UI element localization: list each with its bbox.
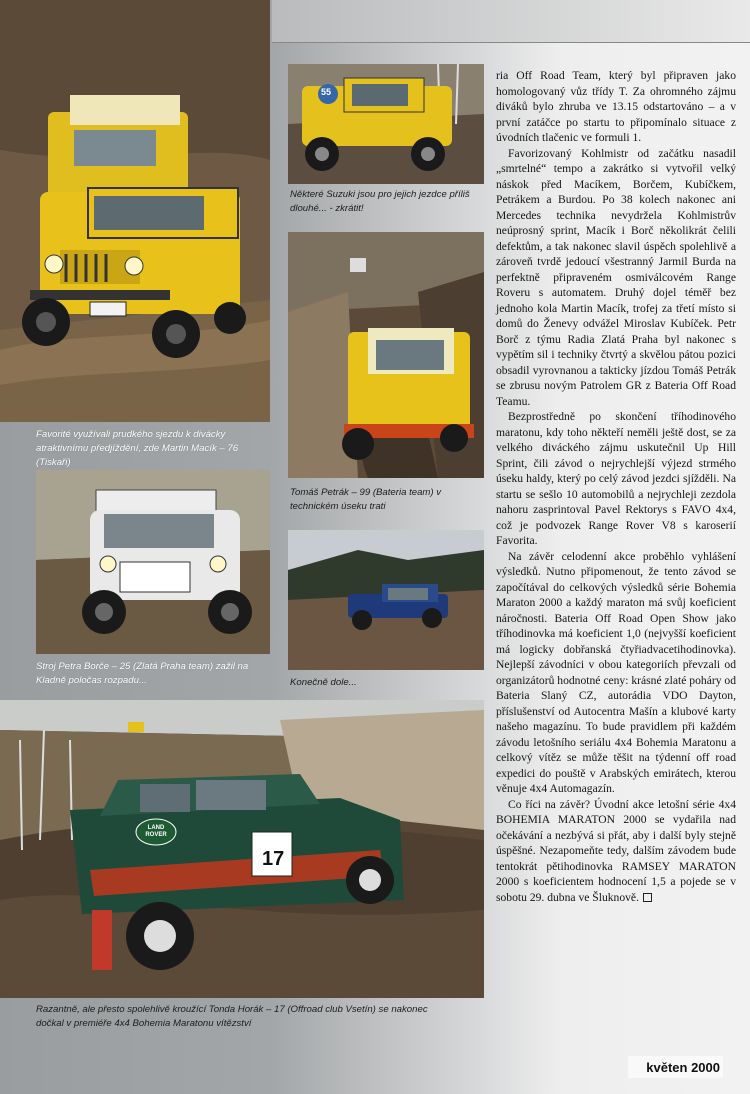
article-paragraph: Bezprostředně po skončení tříhodinového maratonu, kdy toho někteří neměli ještě dost, se za velkého diváckého zájmu uskutečnil Up Hill Sprint, čili závod o nejrychlejší výjezd strmého úseku haldy, který po celý závod jezdci sjížděli. Na startu se sešlo 10 automobilů a nejrychleji zezdola nahoru zasprintoval Pavel Rektorys s FAVO 4x4, což je podvozek Range Rover V8 s karoserií Favorita. (496, 410, 736, 547)
photo-horak-landrover (0, 700, 484, 998)
top-band (272, 0, 750, 43)
article-paragraph-text: Co říci na závěr? Úvodní akce letošní série 4x4 BOHEMIA MARATON 2000 se vydařila nad očekávání a nezbývá si přát, aby i další byly stejně úspěšné. Nezapomeňte tedy, dalším závodem bude tentokrát pětihodinovka RAMSEY MARATON 2000 s koeficientem hodnocení 1,5 a pojede se v sobotu 29. dubna ve Šluknově. (496, 797, 736, 904)
photo-short-suzuki (288, 64, 484, 184)
caption-photo6: Razantně, ale přesto spolehlivě kroužící Tonda Horák – 17 (Offroad club Vsetín) se nakonec dočkal v premiéře 4x4 Bohemia Maratonu vítězství (36, 1004, 428, 1029)
car-number: 17 (262, 848, 285, 870)
photo-borc-nissan (36, 470, 270, 654)
end-of-article-icon (643, 893, 652, 902)
photo-petrak-patrol (288, 232, 484, 478)
caption-photo2: Některé Suzuki jsou pro jejich jezdce příliš dlouhé... - zkrátit! (290, 189, 470, 214)
article-paragraph: Na závěr celodenní akce proběhlo vyhlášení výsledků. Nutno připomenout, že tento závod se započítával do celkových výsledků série Bohemia Maraton 2000 a každý maraton má svůj koeficient náročnosti. Bateria Off Road Open Show jako tříhodinovka má koeficient 1,0 (nejvyšší koeficient má logicky dobřanská čtyřiadvacetihodinovka). Nejlepší závodníci v obou kategoriích převzali od organizátorů hodnotné ceny: krásné zlaté poháry od Bateria Slaný CZ, autorádia VDO Dayton, příslušenství od Autocentra Mašín a klubové karty našeho magazínu. To bude pravidlem při každém závodu letošního seriálu 4x4 Bohemia Maratonu a celkový vítěz se může těšit na týdenní off road expedici do pouště v Arabských emirátech, kterou věnuje 4x4 Automagazín. (496, 549, 736, 795)
caption-photo1: Favorité využívali prudkého sjezdu k divácky atraktivnímu předjíždění, zde Martin Macík – 76 (Tiskaři) (36, 429, 239, 468)
issue-date: květen 2000 (646, 1060, 720, 1075)
article-paragraph: ria Off Road Team, který byl připraven jako homologovaný vůz třídy T. Za ohromného zájmu diváků bylo zhruba ve 13.15 odstartováno – a v první zatáčce po startu to připomínalo situace z úvodních tlačenic ve formuli 1. (496, 69, 736, 144)
caption-photo5: Konečně dole... (290, 677, 357, 688)
caption-photo3: Tomáš Petrák – 99 (Bateria team) v technickém úseku trati (290, 487, 442, 512)
article-paragraph: Favorizovaný Kohlmistr od začátku nasadil „smrtelné“ tempo a zakrátko si vytvořil velký náskok před Macíkem, Borčem, Kubíčkem, Petrákem a Burdou. Po 38 kolech nakonec ani Mercedes technika nevydržela Kohlmistrův neúprosný sprint, Macík i Borč několikrát čelili defektům, a tak nakonec slavil úspěch spolehlivě a zároveň tvrdě jedoucí všestranný Jarmil Burda na perfektně připraveném osmiválcovém Range Roveru s automatem. Druhý dojel téměř bez jednoho kola Martin Macík, trofej za třetí místo si domů do Ženevy odvážel Miroslav Kubíček. Petr Borč z týmu Radia Zlatá Praha byl nakonec s vypětím sil i techniky čtvrtý a skvělou pátou pozici obsadil vyrovnanou a takticky jízdou Tomáš Petrák se zbrusu novým Patrolem GR z Bateria Off Road Teamu. (496, 146, 736, 408)
caption-photo4: Stroj Petra Borče – 25 (Zlatá Praha team) zažil na Kladně poločas rozpadu... (36, 661, 249, 686)
land-rover-badge: LAND ROVER (145, 825, 167, 838)
photo-blue-car (288, 530, 484, 670)
photo-yellow-suzukis (0, 0, 270, 422)
article-body (496, 68, 736, 905)
car-number: 55 (321, 87, 332, 97)
article-paragraph (496, 797, 736, 906)
